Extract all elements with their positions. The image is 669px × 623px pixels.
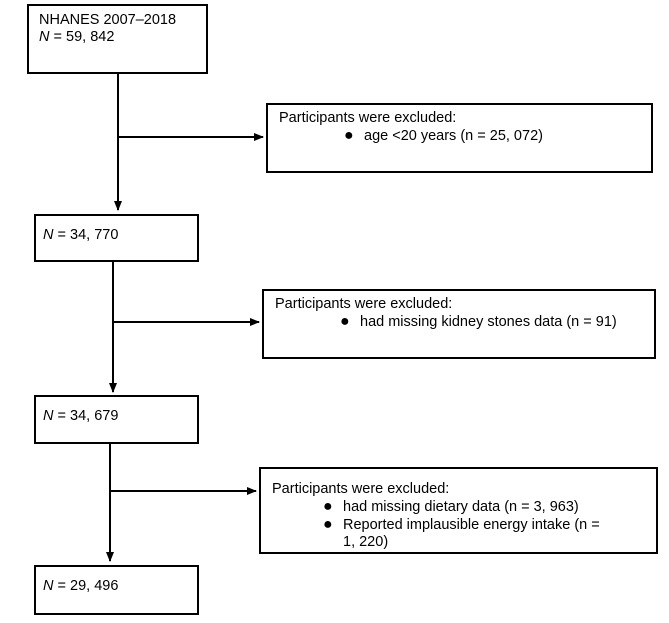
exclusion-item: Reported implausible energy intake (n = — [343, 517, 600, 533]
exclusion-title: Participants were excluded: — [279, 110, 457, 126]
exclusion-item-continued: 1, 220) — [343, 534, 389, 550]
bullet-icon: ● — [340, 313, 350, 330]
bullet-icon: ● — [323, 516, 333, 533]
box-after-kidney-exclusion — [34, 395, 199, 444]
box-total-participants — [27, 4, 208, 74]
box-count: N = 34, 770 — [43, 227, 119, 243]
box-after-age-exclusion — [34, 214, 199, 262]
exclusion-box-dietary — [259, 467, 658, 554]
box-final-sample — [34, 565, 199, 615]
exclusion-item: age <20 years (n = 25, 072) — [364, 128, 543, 144]
exclusion-box-kidney-stones — [262, 289, 656, 359]
bullet-icon: ● — [323, 498, 333, 515]
exclusion-item: had missing dietary data (n = 3, 963) — [343, 499, 579, 515]
exclusion-title: Participants were excluded: — [272, 481, 450, 497]
box-count: N = 34, 679 — [43, 408, 119, 424]
box-title: NHANES 2007–2018 — [39, 12, 177, 28]
box-count: N = 29, 496 — [43, 578, 119, 594]
exclusion-box-age — [266, 103, 653, 173]
bullet-icon: ● — [344, 127, 354, 144]
exclusion-title: Participants were excluded: — [275, 296, 453, 312]
exclusion-item: had missing kidney stones data (n = 91) — [360, 314, 617, 330]
box-count: N = 59, 842 — [39, 29, 115, 45]
